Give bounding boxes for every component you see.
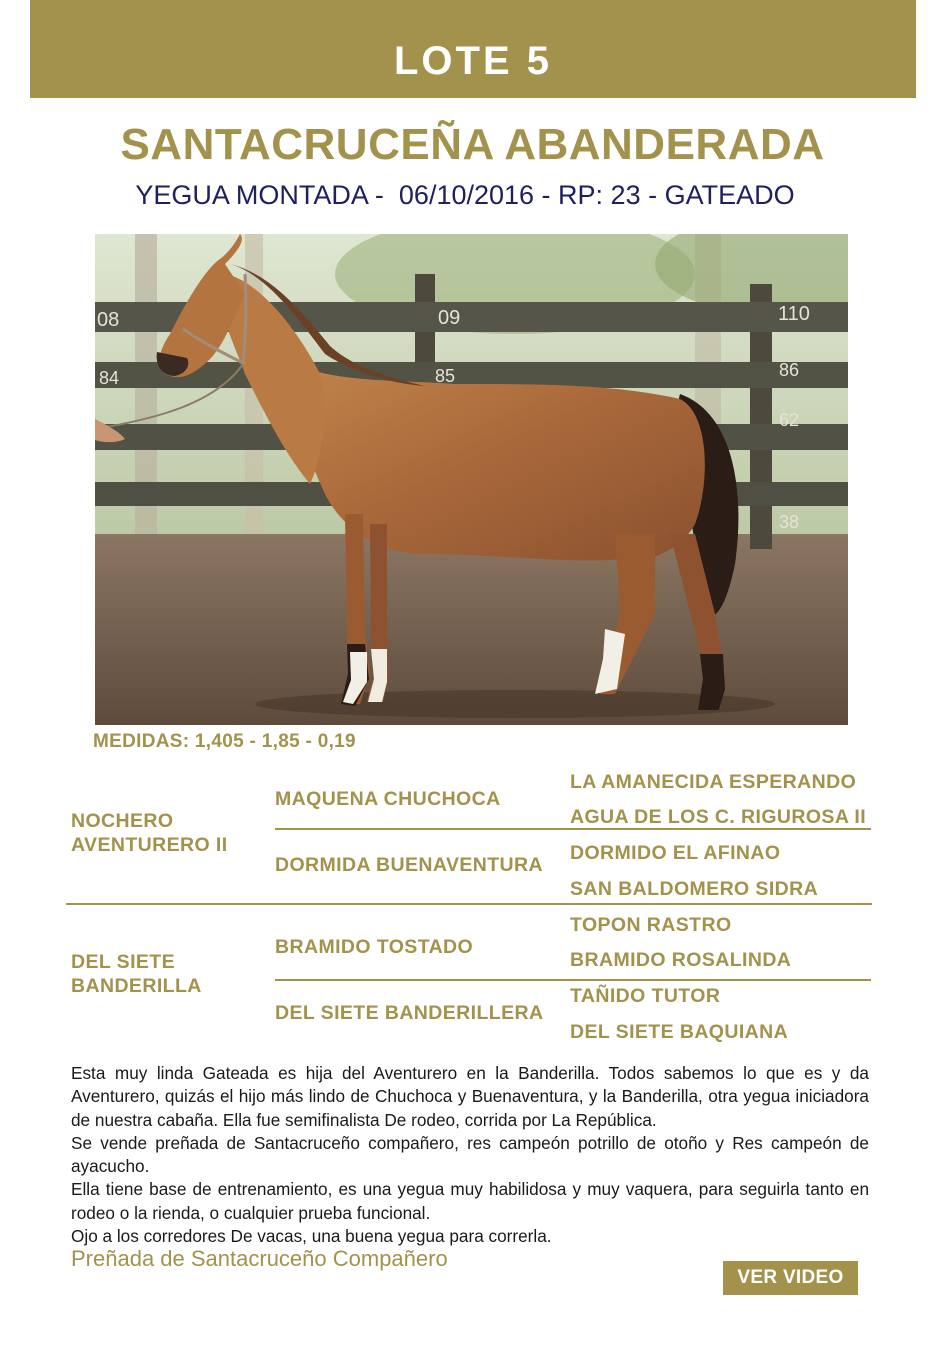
sire-dam-dam: SAN BALDOMERO SIDRA xyxy=(570,878,819,900)
sire-sire-sire: LA AMANECIDA ESPERANDO xyxy=(570,771,857,793)
description-paragraph: Esta muy linda Gateada es hija del Aventurero en la Banderilla. Todos sabemos lo que es y da Aventurero, quizás el hijo más lindo de Chuchoca y Buenaventura, y la Banderilla, otra yegua iniciadora de nuestra cabaña. Ella fue semifinalista De rodeo, corrida por La República. xyxy=(71,1063,869,1130)
sire-name-line1: NOCHERO xyxy=(71,810,174,832)
measures: MEDIDAS: 1,405 - 1,85 - 0,19 xyxy=(93,731,356,752)
description-paragraph: Se vende preñada de Santacruceño compañero, res campeón potrillo de otoño y Res campeón de ayacucho. xyxy=(71,1132,869,1177)
pregnant-note: Preñada de Santacruceño Compañero xyxy=(71,1246,448,1271)
horse-name: SANTACRUCEÑA ABANDERADA xyxy=(120,120,825,169)
horse-photo xyxy=(95,234,848,725)
fence-number: 38 xyxy=(779,512,800,532)
video-button[interactable]: VER VIDEO xyxy=(723,1261,858,1295)
dam-dam-name: DEL SIETE BANDERILLERA xyxy=(275,1002,544,1024)
fence-number: 08 xyxy=(97,309,120,331)
description-paragraph: Ojo a los corredores De vacas, una buena yegua para correrla. xyxy=(71,1226,552,1247)
dam-sire-dam: BRAMIDO ROSALINDA xyxy=(570,949,792,971)
pedigree-main-divider xyxy=(66,903,872,905)
dam-name-line2: BANDERILLA xyxy=(71,975,202,997)
dam-dam-sire: TAÑIDO TUTOR xyxy=(570,985,721,1007)
fence-number: 84 xyxy=(99,368,120,388)
lot-title: LOTE 5 xyxy=(393,38,553,83)
dam-sire-sire: TOPON RASTRO xyxy=(570,914,732,936)
dam-name-line1: DEL SIETE xyxy=(71,951,176,973)
fence-number: 85 xyxy=(435,366,456,386)
fence-number: 09 xyxy=(438,307,461,329)
horse-subtitle: YEGUA MONTADA - 06/10/2016 - RP: 23 - GATEADO xyxy=(135,180,795,210)
dam-dam-dam: DEL SIETE BAQUIANA xyxy=(570,1021,789,1043)
sire-dam-name: DORMIDA BUENAVENTURA xyxy=(275,854,543,876)
sire-dam-sire: DORMIDO EL AFINAO xyxy=(570,842,781,864)
dam-sire-name: BRAMIDO TOSTADO xyxy=(275,936,474,958)
sire-sire-name: MAQUENA CHUCHOCA xyxy=(275,788,501,810)
description xyxy=(71,1062,869,1248)
pedigree-divider xyxy=(275,979,871,981)
description-paragraph: Ella tiene base de entrenamiento, es una yegua muy habilidosa y muy vaquera, para seguirla tanto en rodeo o la rienda, o cualquier prueba funcional. xyxy=(71,1179,869,1223)
pedigree-divider xyxy=(275,828,871,830)
header-bar xyxy=(30,0,916,98)
fence-number: 62 xyxy=(779,410,800,430)
sire-sire-dam: AGUA DE LOS C. RIGUROSA II xyxy=(570,806,867,828)
sire-name-line2: AVENTURERO II xyxy=(71,834,228,856)
fence-number: 86 xyxy=(779,360,800,380)
fence-number: 110 xyxy=(778,303,810,325)
